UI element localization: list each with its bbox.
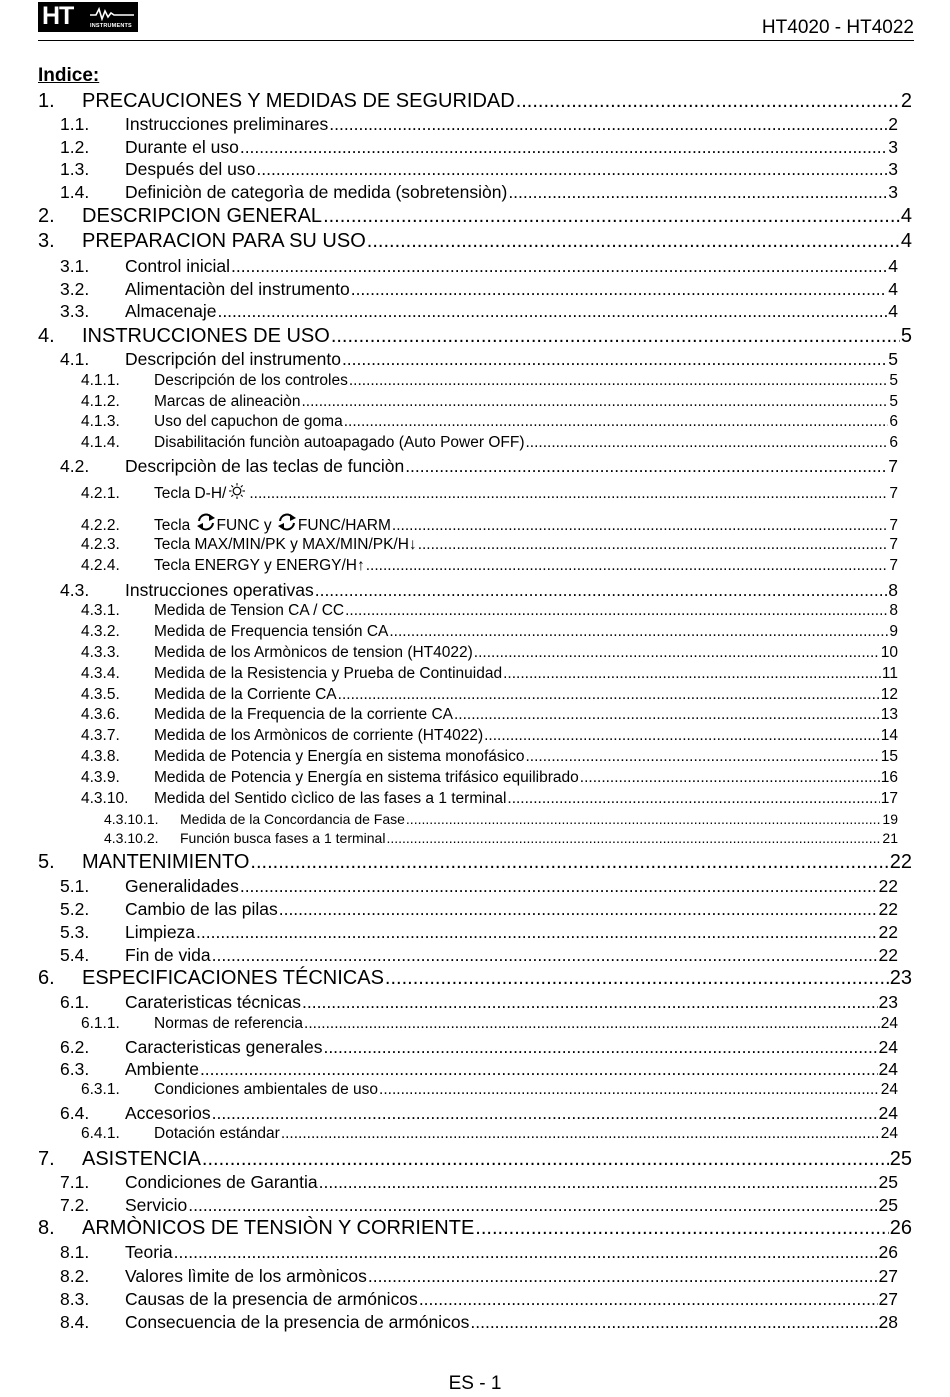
toc-entry-title: Teoria <box>125 1242 173 1262</box>
toc-entry-number: 8.1. <box>60 1242 90 1262</box>
toc-entry-title: Medida de Tension CA / CC <box>154 602 345 619</box>
waveform-icon <box>90 7 134 21</box>
toc-entry[interactable] <box>81 512 898 532</box>
toc-entry[interactable] <box>81 393 898 413</box>
toc-entry-number: 4.3.10. <box>81 790 129 807</box>
dot-leader <box>351 279 888 300</box>
toc-entry-page: 8 <box>888 580 898 600</box>
toc-entry-title: Disabilitación funciòn autoapagado (Auto Power OFF) <box>154 434 525 451</box>
toc-entry-number: 7. <box>38 1148 55 1170</box>
dot-leader <box>315 580 888 601</box>
toc-entry-page: 11 <box>881 665 898 682</box>
toc-entry[interactable] <box>81 557 898 577</box>
toc-entry-number: 4.3.2. <box>81 623 120 640</box>
dot-leader <box>279 899 878 920</box>
dot-leader <box>249 485 888 503</box>
toc-entry-page: 22 <box>878 922 898 942</box>
toc-entry-title: Fin de vida <box>125 945 211 965</box>
toc-entry-title: Uso del capuchon de goma <box>154 413 343 430</box>
toc-entry-page: 3 <box>888 182 898 202</box>
toc-entry-page: 2 <box>900 90 912 112</box>
toc-entry-number: 6.2. <box>60 1037 90 1057</box>
dot-leader <box>344 413 889 431</box>
toc-entry-page: 19 <box>882 811 898 827</box>
toc-entry-page: 6 <box>889 434 898 451</box>
toc-entry-number: 4.3.4. <box>81 665 120 682</box>
toc-entry[interactable] <box>81 482 898 502</box>
toc-entry-page: 22 <box>878 876 898 896</box>
toc-entry-title: Condiciones ambientales de uso <box>154 1081 379 1098</box>
dot-leader <box>507 790 879 808</box>
toc-entry-number: 5.1. <box>60 876 90 896</box>
toc-entry[interactable] <box>60 279 898 301</box>
toc-entry-title: ESPECIFICACIONES TÉCNICAS <box>82 967 384 989</box>
dot-leader <box>516 90 900 113</box>
dot-leader <box>474 644 880 662</box>
toc-entry-page: 4 <box>888 256 898 276</box>
toc-entry-number: 4.3.10.2. <box>104 830 159 846</box>
toc-entry-title: Medida de la Frequencia de la corriente CA <box>154 706 453 723</box>
toc-entry-number: 8.2. <box>60 1266 90 1286</box>
toc-entry-page: 5 <box>889 372 898 389</box>
toc-entry-title: Caracteristicas generales <box>125 1037 323 1057</box>
dot-leader <box>240 876 878 897</box>
toc-entry[interactable] <box>60 1289 898 1311</box>
toc-entry-number: 6. <box>38 967 55 989</box>
toc-entry-number: 1.2. <box>60 137 90 157</box>
dot-leader <box>345 602 888 620</box>
toc-entry-page: 13 <box>880 706 898 723</box>
toc-entry-page: 14 <box>880 727 898 744</box>
toc-entry-title: Instrucciones operativas <box>125 580 314 600</box>
toc-entry[interactable] <box>81 686 898 706</box>
dot-leader <box>323 205 900 228</box>
dot-leader <box>329 114 887 135</box>
dot-leader <box>217 301 887 322</box>
toc-entry-page: 24 <box>880 1081 898 1098</box>
toc-entry-number: 7.2. <box>60 1195 90 1215</box>
toc-entry[interactable] <box>60 945 898 967</box>
dot-leader <box>200 1059 878 1080</box>
toc-entry-number: 4.1.2. <box>81 393 120 410</box>
toc-entry-page: 4 <box>900 230 912 252</box>
toc-entry[interactable] <box>81 434 898 454</box>
toc-entry-title: Medida de Frequencia tensión CA <box>154 623 389 640</box>
toc-entry[interactable] <box>81 706 898 726</box>
toc-entry[interactable] <box>60 1266 898 1288</box>
toc-entry-number: 4.1.4. <box>81 434 120 451</box>
toc-entry-page: 12 <box>880 686 898 703</box>
toc-entry-page: 27 <box>878 1289 898 1309</box>
toc-entry[interactable] <box>81 413 898 433</box>
toc-entry-title: Definiciòn de categorìa de medida (sobretensiòn) <box>125 182 508 202</box>
toc-entry-title: Después del uso <box>125 159 256 179</box>
toc-entry[interactable] <box>81 727 898 747</box>
dot-leader <box>281 1125 880 1143</box>
toc-entry-page: 9 <box>889 623 898 640</box>
toc-entry-page: 26 <box>878 1242 898 1262</box>
toc-entry-title: Condiciones de Garantia <box>125 1172 318 1192</box>
toc-entry-number: 4.1. <box>60 349 90 369</box>
dot-leader <box>392 517 888 535</box>
dot-leader <box>212 945 878 966</box>
toc-entry-page: 7 <box>889 557 898 574</box>
toc-entry[interactable] <box>81 790 898 810</box>
dot-leader <box>526 748 880 766</box>
toc-entry[interactable] <box>60 899 898 921</box>
toc-entry-page: 3 <box>888 159 898 179</box>
toc-entry-title: PREPARACION PARA SU USO <box>82 230 366 252</box>
dot-leader <box>174 1242 878 1263</box>
toc-entry[interactable] <box>81 748 898 768</box>
toc-entry-number: 1.4. <box>60 182 90 202</box>
toc-entry-page: 17 <box>880 790 898 807</box>
toc-entry-number: 3. <box>38 230 55 252</box>
toc-entry-number: 6.4. <box>60 1103 90 1123</box>
dot-leader <box>406 811 882 827</box>
toc-entry-page: 5 <box>889 393 898 410</box>
toc-entry-number: 3.3. <box>60 301 90 321</box>
toc-entry-title: Medida del Sentido cìclico de las fases a 1 terminal <box>154 790 507 807</box>
toc-entry[interactable] <box>60 1103 898 1125</box>
toc-entry-title: Descripción de los controles <box>154 372 348 389</box>
toc-entry-number: 4.3.5. <box>81 686 120 703</box>
dot-leader <box>331 325 900 348</box>
toc-entry-page: 22 <box>878 945 898 965</box>
toc-entry[interactable] <box>81 623 898 643</box>
toc-entry-title: Limpieza <box>125 922 196 942</box>
toc-entry-number: 8.3. <box>60 1289 90 1309</box>
dot-leader <box>256 159 887 180</box>
toc-entry-page: 25 <box>878 1195 898 1215</box>
dot-leader <box>405 456 887 477</box>
dot-leader <box>580 769 880 787</box>
toc-entry-title: Carateristicas técnicas <box>125 992 302 1012</box>
toc-entry-number: 4.2.3. <box>81 536 120 553</box>
toc-entry-number: 1.3. <box>60 159 90 179</box>
toc-entry-number: 7.1. <box>60 1172 90 1192</box>
toc-entry[interactable] <box>60 1172 898 1194</box>
dot-leader <box>202 1148 889 1171</box>
toc-entry[interactable] <box>81 1015 898 1035</box>
toc-entry-title: Descripción del instrumento <box>125 349 341 369</box>
toc-entry-title: Medida de los Armònicos de tension (HT4022) <box>154 644 473 661</box>
toc-entry[interactable] <box>60 580 898 602</box>
toc-entry-number: 3.2. <box>60 279 90 299</box>
dot-leader <box>418 536 889 554</box>
toc-entry-title: Durante el uso <box>125 137 239 157</box>
dot-leader <box>196 922 877 943</box>
toc-entry[interactable] <box>60 1312 898 1334</box>
toc-entry[interactable] <box>81 536 898 556</box>
backlight-icon <box>226 482 248 500</box>
toc-entry[interactable] <box>60 1242 898 1264</box>
toc-entry[interactable] <box>60 159 898 181</box>
dot-leader <box>525 434 888 452</box>
toc-entry-page: 5 <box>888 349 898 369</box>
toc-entry[interactable] <box>60 1037 898 1059</box>
toc-entry[interactable] <box>38 851 912 877</box>
toc-entry-title: Servicio <box>125 1195 188 1215</box>
toc-entry[interactable] <box>60 1059 898 1081</box>
toc-entry-number: 4.3.10.1. <box>104 811 159 827</box>
toc-entry[interactable] <box>81 665 898 685</box>
toc-entry-title: Dotación estándar <box>154 1125 280 1142</box>
dot-leader <box>386 830 881 846</box>
toc-entry-page: 2 <box>888 114 898 134</box>
toc-entry-number: 6.1. <box>60 992 90 1012</box>
dot-leader <box>250 851 888 874</box>
toc-entry-number: 8.4. <box>60 1312 90 1332</box>
dot-leader <box>323 1037 877 1058</box>
toc-entry[interactable] <box>104 811 898 829</box>
toc-entry-page: 25 <box>889 1148 912 1170</box>
toc-entry[interactable] <box>38 967 912 993</box>
document-model: HT4020 - HT4022 <box>761 17 914 38</box>
dot-leader <box>240 137 887 158</box>
dot-leader <box>301 393 888 411</box>
toc-entry-page: 5 <box>900 325 912 347</box>
toc-entry[interactable] <box>104 830 898 848</box>
dot-leader <box>302 992 877 1013</box>
toc-entry-title: Medida de los Armònicos de corriente (HT4022) <box>154 727 484 744</box>
toc-entry[interactable] <box>38 325 912 351</box>
toc-entry-title: Accesorios <box>125 1103 211 1123</box>
toc-entry-page: 7 <box>888 456 898 476</box>
toc-entry[interactable] <box>81 1125 898 1145</box>
toc-entry-page: 15 <box>880 748 898 765</box>
toc-entry-page: 7 <box>889 485 898 502</box>
toc-entry-page: 24 <box>880 1125 898 1142</box>
toc-entry-title: Consecuencia de la presencia de armónicos <box>125 1312 470 1332</box>
toc-entry-page: 3 <box>888 137 898 157</box>
toc-entry[interactable] <box>81 1081 898 1101</box>
toc-entry[interactable] <box>81 769 898 789</box>
rotate-arrows-icon <box>195 512 217 532</box>
toc-entry-page: 16 <box>880 769 898 786</box>
toc-entry-page: 8 <box>889 602 898 619</box>
toc-entry[interactable] <box>60 182 898 204</box>
dot-leader <box>231 256 887 277</box>
toc-entry-title: Medida de la Resistencia y Prueba de Continuidad <box>154 665 503 682</box>
toc-entry-number: 1.1. <box>60 114 90 134</box>
toc-entry-number: 4.2.2. <box>81 517 120 534</box>
toc-entry-title: Tecla FUNC y FUNC/HARM <box>154 512 391 535</box>
dot-leader <box>419 1289 878 1310</box>
toc-entry-title: Valores lìmite de los armònicos <box>125 1266 367 1286</box>
toc-entry-title: PRECAUCIONES Y MEDIDAS DE SEGURIDAD <box>82 90 515 112</box>
toc-entry-title: ARMÒNICOS DE TENSIÒN Y CORRIENTE <box>82 1217 475 1239</box>
toc-entry-title-part: FUNC/HARM <box>297 517 391 534</box>
dot-leader <box>319 1172 878 1193</box>
toc-entry-title-part: FUNC y <box>216 517 276 534</box>
toc-entry[interactable] <box>81 644 898 664</box>
toc-entry-title: Medida de Potencia y Energía en sistema monofásico <box>154 748 525 765</box>
toc-entry[interactable] <box>38 230 912 256</box>
toc-entry-page: 24 <box>878 1037 898 1057</box>
toc-entry-title: Medida de la Corriente CA <box>154 686 337 703</box>
toc-entry[interactable] <box>60 922 898 944</box>
toc-entry[interactable] <box>38 1148 912 1174</box>
dot-leader <box>475 1217 888 1240</box>
toc-entry-number: 4.3.6. <box>81 706 120 723</box>
toc-entry-number: 4.1.3. <box>81 413 120 430</box>
dot-leader <box>349 372 889 390</box>
toc-entry[interactable] <box>81 372 898 392</box>
toc-entry[interactable] <box>60 876 898 898</box>
toc-entry-title: Control inicial <box>125 256 231 276</box>
toc-entry-title: Generalidades <box>125 876 239 896</box>
dot-leader <box>508 182 887 203</box>
toc-entry-number: 5.2. <box>60 899 90 919</box>
toc-entry[interactable] <box>60 301 898 323</box>
toc-entry-page: 10 <box>880 644 898 661</box>
toc-entry-page: 22 <box>889 851 912 873</box>
toc-entry-title: Causas de la presencia de armónicos <box>125 1289 418 1309</box>
toc-entry[interactable] <box>81 602 898 622</box>
toc-entry[interactable] <box>38 90 912 116</box>
toc-entry-number: 4.3.7. <box>81 727 120 744</box>
toc-entry-page: 26 <box>889 1217 912 1239</box>
dot-leader <box>379 1081 880 1099</box>
toc-entry-number: 2. <box>38 205 55 227</box>
toc-entry-page: 25 <box>878 1172 898 1192</box>
toc-entry-title: Medida de la Concordancia de Fase <box>180 811 405 827</box>
toc-entry-page: 21 <box>882 830 898 846</box>
dot-leader <box>304 1015 880 1033</box>
toc-entry-number: 4.2. <box>60 456 90 476</box>
toc-entry-number: 4.3.3. <box>81 644 120 661</box>
toc-entry-page: 24 <box>878 1103 898 1123</box>
toc-entry-title: Alimentaciòn del instrumento <box>125 279 350 299</box>
toc-entry-title: Tecla MAX/MIN/PK y MAX/MIN/PK/H↓ <box>154 536 417 553</box>
dot-leader <box>368 1266 878 1287</box>
toc-entry-page: 24 <box>878 1059 898 1079</box>
toc-entry[interactable] <box>38 205 912 231</box>
toc-entry[interactable] <box>60 992 898 1014</box>
dot-leader <box>389 623 888 641</box>
toc-entry[interactable] <box>60 349 898 371</box>
dot-leader <box>503 665 881 683</box>
logo-text: HT <box>42 2 74 30</box>
toc-entry-title: Descripciòn de las teclas de funciòn <box>125 456 405 476</box>
toc-entry-number: 4. <box>38 325 55 347</box>
toc-entry-page: 7 <box>889 517 898 534</box>
toc-entry-number: 8. <box>38 1217 55 1239</box>
toc-entry-number: 4.3.8. <box>81 748 120 765</box>
toc-entry-number: 6.3. <box>60 1059 90 1079</box>
toc-entry-number: 5.3. <box>60 922 90 942</box>
dot-leader <box>338 686 880 704</box>
dot-leader <box>342 349 887 370</box>
page-number: ES - 1 <box>448 1373 502 1394</box>
toc-entry-page: 23 <box>889 967 912 989</box>
logo-subtext: INSTRUMENTS <box>90 23 132 29</box>
toc-entry-page: 6 <box>889 413 898 430</box>
toc-entry-number: 4.2.4. <box>81 557 120 574</box>
toc-entry-page: 27 <box>878 1266 898 1286</box>
dot-leader <box>366 557 889 575</box>
dot-leader <box>454 706 880 724</box>
toc-entry-title: Normas de referencia <box>154 1015 304 1032</box>
toc-entry-title: Instrucciones preliminares <box>125 114 329 134</box>
toc-entry-title: Marcas de alineaciòn <box>154 393 301 410</box>
toc-entry-page: 4 <box>888 279 898 299</box>
toc-entry-number: 4.3. <box>60 580 90 600</box>
toc-entry-page: 24 <box>880 1015 898 1032</box>
toc-entry-title: Almacenaje <box>125 301 217 321</box>
toc-entry-title: Ambiente <box>125 1059 199 1079</box>
toc-entry-page: 23 <box>878 992 898 1012</box>
toc-entry-number: 5. <box>38 851 55 873</box>
toc-entry-title: Medida de Potencia y Energía en sistema trifásico equilibrado <box>154 769 579 786</box>
toc-entry-number: 1. <box>38 90 55 112</box>
toc-entry-page: 22 <box>878 899 898 919</box>
toc-entry-page: 7 <box>889 536 898 553</box>
toc-entry[interactable] <box>60 1195 898 1217</box>
toc-entry-title: Función busca fases a 1 terminal <box>180 830 386 846</box>
toc-entry-number: 4.2.1. <box>81 485 120 502</box>
toc-entry-title: MANTENIMIENTO <box>82 851 250 873</box>
toc-entry-title: DESCRIPCION GENERAL <box>82 205 323 227</box>
dot-leader <box>385 967 889 990</box>
toc-entry[interactable] <box>38 1217 912 1243</box>
toc-entry-title: INSTRUCCIONES DE USO <box>82 325 330 347</box>
toc-title: Indice: <box>38 65 100 86</box>
toc-entry-page: 28 <box>878 1312 898 1332</box>
toc-entry-number: 5.4. <box>60 945 90 965</box>
toc-entry-page: 4 <box>888 301 898 321</box>
toc-entry-page: 4 <box>900 205 912 227</box>
toc-entry-number: 4.3.9. <box>81 769 120 786</box>
toc-entry-number: 6.4.1. <box>81 1125 120 1142</box>
dot-leader <box>470 1312 877 1333</box>
rotate-arrows-icon <box>276 512 298 532</box>
ht-logo <box>38 2 138 32</box>
toc-entry-title: Tecla D-H/ <box>154 482 248 503</box>
toc-entry-number: 4.1.1. <box>81 372 120 389</box>
toc-entry-title: Tecla ENERGY y ENERGY/H↑ <box>154 557 365 574</box>
toc-entry-number: 6.1.1. <box>81 1015 120 1032</box>
toc-entry[interactable] <box>60 456 898 478</box>
dot-leader <box>212 1103 878 1124</box>
toc-entry[interactable] <box>60 256 898 278</box>
toc-entry-number: 6.3.1. <box>81 1081 120 1098</box>
toc-entry-title: ASISTENCIA <box>82 1148 201 1170</box>
toc-entry[interactable] <box>60 137 898 159</box>
toc-entry-title: Cambio de las pilas <box>125 899 278 919</box>
dot-leader <box>188 1195 877 1216</box>
dot-leader <box>484 727 880 745</box>
toc-entry-number: 4.3.1. <box>81 602 120 619</box>
toc-entry-number: 3.1. <box>60 256 90 276</box>
page-header <box>38 0 914 41</box>
toc-entry[interactable] <box>60 114 898 136</box>
dot-leader <box>367 230 900 253</box>
